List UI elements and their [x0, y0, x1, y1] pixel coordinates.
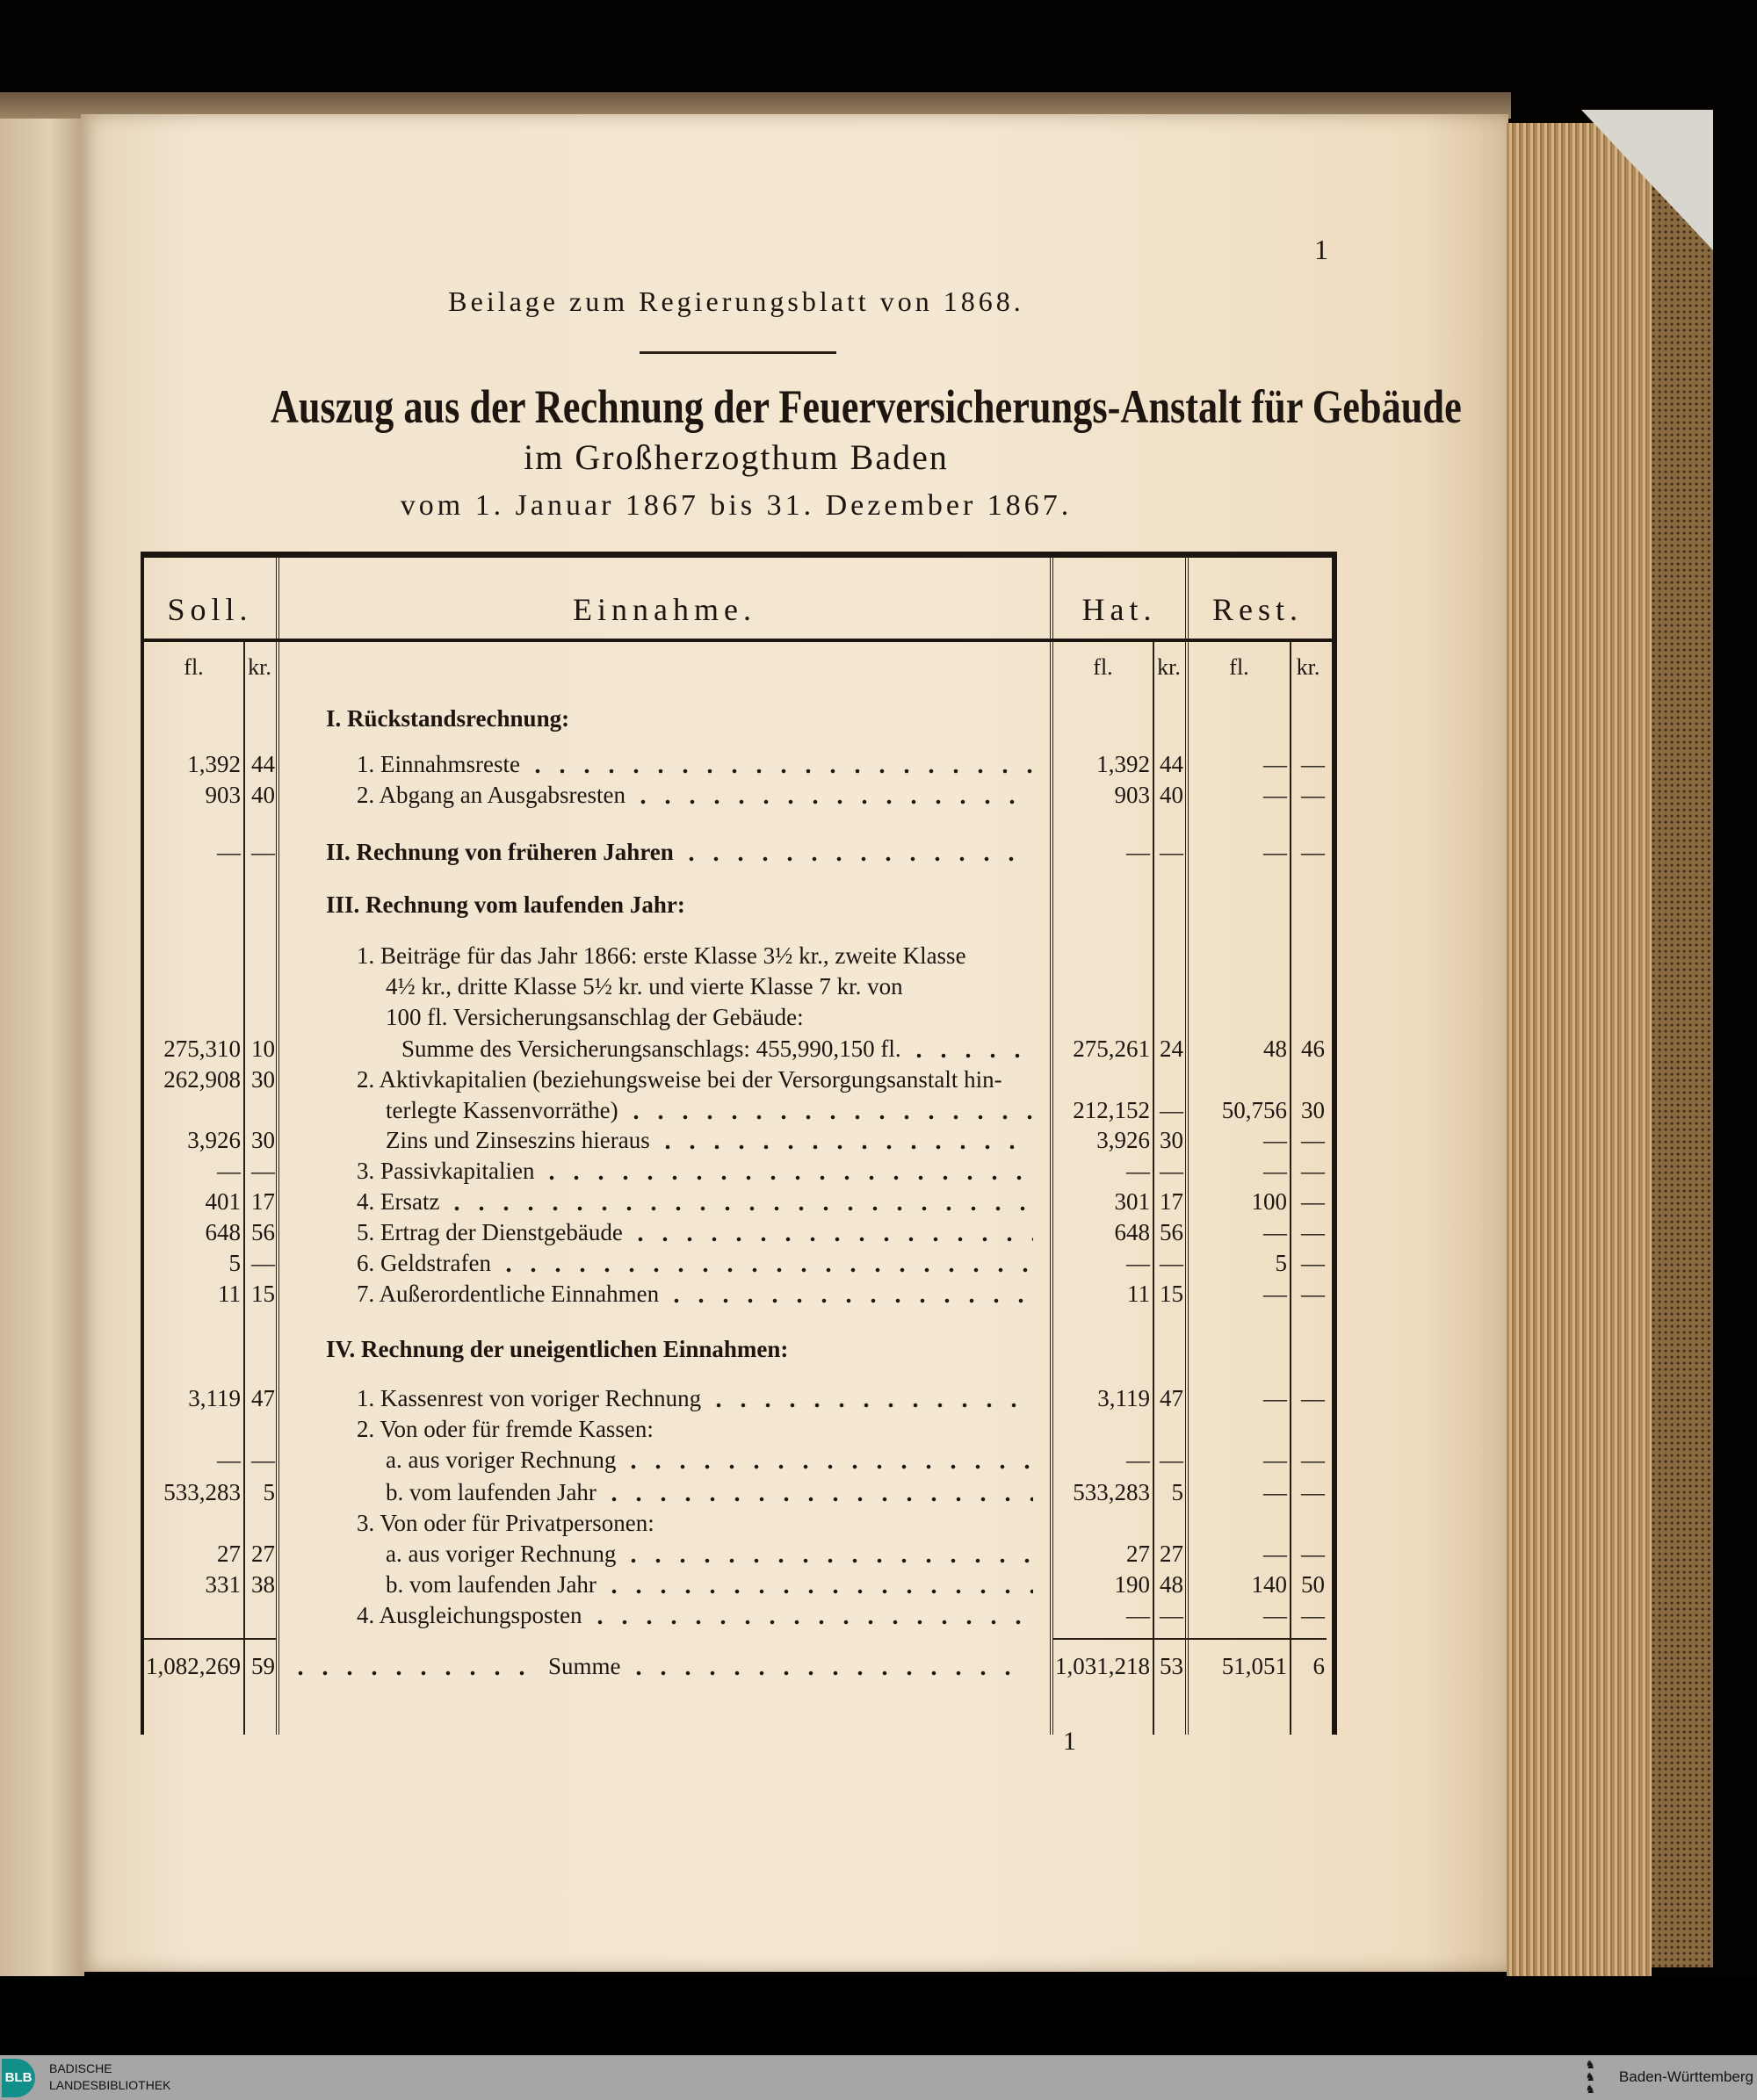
cell-hat-fl: 533,283	[1073, 1479, 1150, 1505]
row-label-container	[357, 749, 1038, 780]
cell-rest-fl: —	[1263, 1219, 1287, 1245]
page-edges	[1507, 123, 1652, 1976]
row-label: 4½ kr., dritte Klasse 5½ kr. und vierte Klasse 7 kr. von	[386, 973, 903, 999]
cell-rest-fl: 51,051	[1221, 1653, 1287, 1679]
table-row	[144, 1477, 1332, 1508]
cell-soll-fl: 648	[205, 1219, 241, 1245]
cell-soll-kr: 15	[251, 1281, 275, 1307]
cell-hat-kr: 5	[1171, 1479, 1183, 1505]
dot-leader	[588, 1600, 1034, 1631]
cell-hat-kr: 44	[1160, 751, 1183, 777]
cell-soll-kr: —	[251, 1250, 275, 1276]
cell-soll-fl: 27	[217, 1541, 241, 1567]
header-rule	[144, 639, 1332, 642]
table-row	[144, 780, 1332, 811]
cell-rest-kr: —	[1301, 1219, 1325, 1245]
divider-rule	[640, 351, 836, 354]
dot-leader	[907, 1034, 1033, 1064]
row-label: III. Rechnung vom laufenden Jahr:	[326, 891, 685, 918]
row-label-container	[357, 1508, 1038, 1539]
library-name-line1: BADISCHE	[49, 2061, 112, 2075]
row-label: Zins und Zinseszins hieraus	[386, 1127, 650, 1153]
cell-soll-fl: 3,926	[187, 1127, 241, 1153]
cell-rest-fl: —	[1263, 751, 1287, 777]
cell-rest-fl: 140	[1251, 1571, 1287, 1598]
row-label: Summe des Versicherungsanschlags: 455,990,150 fl.	[401, 1036, 901, 1062]
dot-leader	[525, 749, 1033, 780]
cell-rest-kr: —	[1301, 1281, 1325, 1307]
dot-leader	[631, 780, 1033, 811]
table-row	[144, 1248, 1332, 1279]
cell-soll-fl: 903	[205, 782, 241, 808]
row-label-container	[357, 1187, 1038, 1217]
cell-hat-kr: 47	[1160, 1385, 1183, 1411]
cell-soll-kr: 30	[251, 1127, 275, 1153]
cell-hat-fl: 648	[1114, 1219, 1150, 1245]
row-label-container	[357, 780, 1038, 811]
lion-crest-icon: ♞ ♞ ♞	[1585, 2058, 1595, 2096]
row-label: 5. Ertrag der Dienstgebäude	[357, 1219, 623, 1245]
page-number-top: 1	[1314, 234, 1328, 265]
row-label: I. Rückstandsrechnung:	[326, 705, 570, 732]
row-label-container	[401, 1034, 1038, 1064]
table-row	[144, 1570, 1332, 1600]
unit-soll-kr: kr.	[248, 654, 271, 680]
cell-hat-fl: 190	[1114, 1571, 1150, 1598]
cell-soll-fl: 11	[218, 1281, 241, 1307]
row-label-container	[357, 1414, 1038, 1445]
unit-rest-kr: kr.	[1296, 654, 1320, 680]
row-label-container	[326, 704, 1038, 734]
header-line: Beilage zum Regierungsblatt von 1868.	[448, 285, 1024, 317]
unit-rest-fl: fl.	[1229, 654, 1249, 680]
dot-leader	[602, 1477, 1033, 1508]
cell-hat-fl: —	[1126, 1447, 1150, 1473]
row-label-container	[386, 1539, 1038, 1570]
row-label: 7. Außerordentliche Einnahmen	[357, 1281, 660, 1307]
row-label: 3. Passivkapitalien	[357, 1158, 535, 1184]
cell-rest-fl: —	[1263, 1541, 1287, 1567]
row-label: a. aus voriger Rechnung	[386, 1447, 617, 1473]
row-label-container	[386, 1570, 1038, 1600]
row-label: 2. Abgang an Ausgabsresten	[357, 782, 625, 808]
cell-rest-fl: —	[1263, 1447, 1287, 1473]
table-row	[144, 1600, 1332, 1631]
cell-hat-fl: 212,152	[1073, 1097, 1150, 1123]
row-label: terlegte Kassenvorräthe)	[386, 1097, 618, 1123]
library-name-line2: LANDESBIBLIOTHEK	[49, 2078, 171, 2092]
cell-rest-fl: —	[1263, 839, 1287, 865]
dot-leader	[602, 1570, 1033, 1600]
library-name	[49, 2060, 171, 2094]
row-label: 1. Kassenrest von voriger Rechnung	[357, 1385, 702, 1411]
cell-rest-fl: —	[1263, 1158, 1287, 1184]
left-page-edge	[0, 98, 84, 1978]
cell-soll-kr: 27	[251, 1541, 275, 1567]
cell-soll-kr: 10	[251, 1036, 275, 1062]
cell-rest-kr: 30	[1301, 1097, 1325, 1123]
table-row	[144, 1445, 1332, 1476]
table-row	[144, 1217, 1332, 1248]
cell-rest-kr: —	[1301, 782, 1325, 808]
cell-hat-fl: 27	[1126, 1541, 1150, 1567]
cell-rest-kr: —	[1301, 1250, 1325, 1276]
cell-hat-fl: 3,119	[1097, 1385, 1150, 1411]
row-label: 1. Beiträge für das Jahr 1866: erste Klasse 3½ kr., zweite Klasse	[357, 942, 966, 969]
cell-rest-kr: 50	[1301, 1571, 1325, 1598]
table-row	[144, 1002, 1332, 1033]
date-range: vom 1. Januar 1867 bis 31. Dezember 1867.	[400, 489, 1073, 522]
cell-rest-fl: 100	[1251, 1188, 1287, 1215]
cell-soll-kr: 38	[251, 1571, 275, 1598]
cell-soll-kr: —	[251, 1158, 275, 1184]
cell-soll-kr: 56	[251, 1219, 275, 1245]
row-label: 6. Geldstrafen	[357, 1250, 491, 1276]
cell-hat-kr: 40	[1160, 782, 1183, 808]
cell-hat-fl: 11	[1127, 1281, 1150, 1307]
row-label: Summe	[548, 1653, 621, 1679]
cell-soll-fl: 262,908	[163, 1066, 241, 1093]
dot-leader	[445, 1187, 1033, 1217]
cell-hat-fl: 3,926	[1096, 1127, 1150, 1153]
row-label: 1. Einnahmsreste	[357, 751, 520, 777]
row-label: 2. Aktivkapitalien (beziehungsweise bei der Versorgungsanstalt hin-	[357, 1066, 1002, 1093]
row-label-container	[386, 1477, 1038, 1508]
cell-rest-fl: —	[1263, 1385, 1287, 1411]
row-label-container	[386, 1445, 1038, 1476]
dot-leader	[655, 1125, 1033, 1156]
cell-soll-kr: 5	[263, 1479, 275, 1505]
cell-soll-fl: 533,283	[163, 1479, 241, 1505]
table-row	[144, 704, 1332, 734]
cell-rest-kr: —	[1301, 1385, 1325, 1411]
total-row	[144, 1651, 1332, 1682]
cell-rest-kr: —	[1301, 1158, 1325, 1184]
cell-hat-kr: 53	[1160, 1653, 1183, 1679]
unit-hat-kr: kr.	[1157, 654, 1181, 680]
row-label: 2. Von oder für fremde Kassen:	[357, 1416, 654, 1442]
col-header-soll: Soll.	[167, 592, 253, 627]
state-name: Baden-Württemberg	[1618, 2068, 1753, 2085]
blb-logo: BLB	[2, 2059, 35, 2097]
cell-soll-fl: —	[217, 1447, 241, 1473]
document-title: Auszug aus der Rechnung der Feuerversicherungs-Anstalt für Gebäude	[270, 380, 1462, 433]
row-label-container	[326, 1334, 1038, 1365]
row-label-container	[357, 1064, 1038, 1095]
row-label-container	[386, 971, 1038, 1002]
table-row	[144, 1334, 1332, 1365]
row-label-container	[357, 1383, 1038, 1414]
page-number-bottom: 1	[1063, 1727, 1076, 1756]
cell-soll-fl: 5	[228, 1250, 241, 1276]
table-row	[144, 1279, 1332, 1310]
dot-leader	[626, 1651, 1018, 1682]
document-subtitle: im Großherzogthum Baden	[524, 437, 949, 477]
accounts-table	[141, 552, 1337, 1735]
cell-hat-fl: 903	[1114, 782, 1150, 808]
row-label-container	[357, 1600, 1038, 1631]
book-cover	[1652, 132, 1713, 1967]
table-row	[144, 1064, 1332, 1095]
cell-hat-kr: —	[1160, 1250, 1183, 1276]
cell-soll-fl: 1,082,269	[146, 1653, 241, 1679]
dot-leader	[496, 1248, 1033, 1279]
dot-leader	[706, 1383, 1033, 1414]
cell-soll-kr: —	[251, 1447, 275, 1473]
cell-hat-kr: 17	[1160, 1188, 1183, 1215]
table-row	[144, 749, 1332, 780]
cell-hat-fl: 275,261	[1073, 1036, 1150, 1062]
cell-soll-kr: 30	[251, 1066, 275, 1093]
cell-hat-fl: 1,392	[1096, 751, 1150, 777]
cell-hat-fl: —	[1126, 1250, 1150, 1276]
row-label-container	[283, 1651, 1023, 1682]
cell-rest-kr: —	[1301, 1127, 1325, 1153]
cell-hat-kr: 30	[1160, 1127, 1183, 1153]
cell-hat-fl: —	[1126, 839, 1150, 865]
col-header-einnahme: Einnahme.	[573, 592, 756, 627]
cell-rest-kr: 6	[1312, 1653, 1325, 1679]
sum-rule	[1053, 1638, 1327, 1640]
row-label: b. vom laufenden Jahr	[386, 1479, 597, 1505]
table-row	[144, 941, 1332, 971]
cell-rest-fl: —	[1263, 1281, 1287, 1307]
cell-hat-fl: —	[1126, 1602, 1150, 1628]
row-label: II. Rechnung von früheren Jahren	[326, 839, 674, 865]
cell-rest-kr: —	[1301, 1602, 1325, 1628]
cell-hat-kr: —	[1160, 1097, 1183, 1123]
table-row	[144, 1539, 1332, 1570]
cell-rest-fl: —	[1263, 1602, 1287, 1628]
unit-soll-fl: fl.	[184, 654, 204, 680]
cell-rest-fl: 48	[1263, 1036, 1287, 1062]
cell-rest-fl: —	[1263, 1479, 1287, 1505]
cell-rest-kr: —	[1301, 1447, 1325, 1473]
cell-soll-fl: —	[217, 839, 241, 865]
row-label: 100 fl. Versicherungsanschlag der Gebäude:	[386, 1004, 804, 1030]
dot-leader	[288, 1651, 543, 1682]
cell-soll-kr: 44	[251, 751, 275, 777]
table-row	[144, 890, 1332, 920]
cell-soll-fl: 3,119	[188, 1385, 241, 1411]
cell-hat-kr: —	[1160, 839, 1183, 865]
table-row	[144, 1156, 1332, 1187]
dot-leader	[628, 1217, 1033, 1248]
cell-hat-fl: —	[1126, 1158, 1150, 1184]
cell-rest-fl: 50,756	[1221, 1097, 1287, 1123]
dot-leader	[624, 1095, 1033, 1126]
row-label-container	[357, 1217, 1038, 1248]
cell-rest-kr: —	[1301, 839, 1325, 865]
row-label-container	[357, 1279, 1038, 1310]
cell-soll-kr: 59	[251, 1653, 275, 1679]
cell-soll-fl: 401	[205, 1188, 241, 1215]
cell-rest-kr: —	[1301, 1188, 1325, 1215]
col-header-hat: Hat.	[1081, 592, 1157, 627]
cell-soll-fl: 1,392	[187, 751, 241, 777]
cell-hat-kr: —	[1160, 1602, 1183, 1628]
cell-hat-kr: 15	[1160, 1281, 1183, 1307]
col-header-rest: Rest.	[1211, 592, 1303, 627]
cell-hat-fl: 1,031,218	[1055, 1653, 1150, 1679]
table-row	[144, 1095, 1332, 1126]
row-label-container	[386, 1125, 1038, 1156]
cell-soll-kr: 47	[251, 1385, 275, 1411]
row-label-container	[386, 1095, 1038, 1126]
cell-rest-fl: —	[1263, 782, 1287, 808]
viewer-background	[0, 1976, 1757, 2055]
table-row	[144, 1034, 1332, 1064]
row-label-container	[357, 941, 1038, 971]
cell-rest-fl: 5	[1275, 1250, 1287, 1276]
row-label-container	[357, 1248, 1038, 1279]
cell-rest-kr: —	[1301, 1541, 1325, 1567]
table-row	[144, 971, 1332, 1002]
table-row	[144, 1383, 1332, 1414]
table-row	[144, 1125, 1332, 1156]
cell-rest-kr: 46	[1301, 1036, 1325, 1062]
table-row	[144, 1187, 1332, 1217]
row-label: 4. Ersatz	[357, 1188, 440, 1215]
row-label: 3. Von oder für Privatpersonen:	[357, 1510, 654, 1536]
cell-hat-fl: 301	[1114, 1188, 1150, 1215]
cell-soll-fl: —	[217, 1158, 241, 1184]
row-label-container	[326, 890, 1038, 920]
document-title-container	[141, 379, 1462, 434]
cell-soll-fl: 331	[205, 1571, 241, 1598]
cell-hat-kr: 48	[1160, 1571, 1183, 1598]
cell-hat-kr: 27	[1160, 1541, 1183, 1567]
cell-hat-kr: 24	[1160, 1036, 1183, 1062]
cell-soll-kr: —	[251, 839, 275, 865]
row-label-container	[386, 1002, 1038, 1033]
cell-soll-kr: 17	[251, 1188, 275, 1215]
row-label: b. vom laufenden Jahr	[386, 1571, 597, 1598]
cell-soll-fl: 275,310	[163, 1036, 241, 1062]
row-label: a. aus voriger Rechnung	[386, 1541, 617, 1567]
table-row	[144, 1508, 1332, 1539]
row-label: 4. Ausgleichungsposten	[357, 1602, 582, 1628]
cell-rest-fl: —	[1263, 1127, 1287, 1153]
dot-leader	[621, 1539, 1033, 1570]
dot-leader	[539, 1156, 1033, 1187]
cell-hat-kr: —	[1160, 1158, 1183, 1184]
dot-leader	[621, 1445, 1033, 1476]
unit-hat-fl: fl.	[1093, 654, 1113, 680]
cell-hat-kr: 56	[1160, 1219, 1183, 1245]
cell-rest-kr: —	[1301, 1479, 1325, 1505]
cell-hat-kr: —	[1160, 1447, 1183, 1473]
row-label-container	[357, 1156, 1038, 1187]
footer-banner	[0, 2055, 1757, 2100]
cell-soll-kr: 40	[251, 782, 275, 808]
table-row	[144, 837, 1332, 868]
dot-leader	[679, 837, 1033, 868]
cell-rest-kr: —	[1301, 751, 1325, 777]
dot-leader	[664, 1279, 1033, 1310]
table-row	[144, 1414, 1332, 1445]
row-label-container	[326, 837, 1038, 868]
row-label: IV. Rechnung der uneigentlichen Einnahmen:	[326, 1336, 789, 1362]
sum-rule	[144, 1638, 276, 1640]
